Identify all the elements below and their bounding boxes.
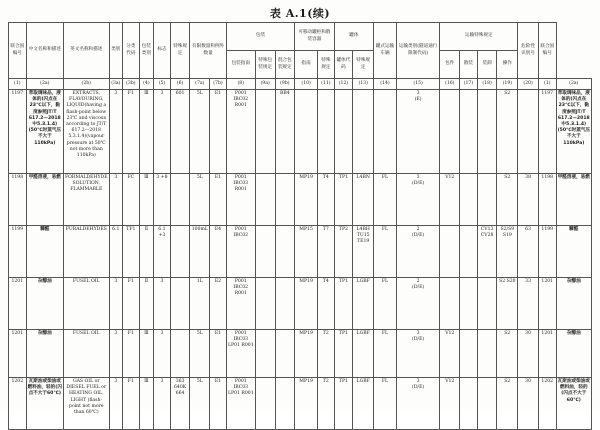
name-cn-cell: 瓦斯油或柴油或燃料油，轻的(闪点不大于60℃) [26, 378, 63, 430]
tank-special-2-cell: L4BN [353, 174, 374, 226]
special-provisions-cell: 363 640K 664 [170, 378, 190, 430]
header-special-packing: 特殊包装规定 [255, 51, 275, 79]
transport-category-value: 3 [416, 331, 420, 336]
packages-cell: V12 [440, 330, 460, 378]
header-tank-code: 罐体代码 [334, 51, 353, 79]
vehicle-cell: FL [374, 226, 397, 278]
un-no-cell: 1199 [9, 226, 27, 278]
header-packaging: 包装 [226, 23, 294, 51]
header-special-provisions: 特殊规定 [170, 23, 190, 79]
special-packing-cell [255, 226, 275, 278]
transport-category-cell [396, 90, 440, 174]
tank-special-cell: T2 [318, 378, 335, 430]
un-no-2-cell: 1201 [538, 278, 556, 330]
transport-category-value: 3 [416, 379, 420, 384]
packing-group-cell: Ⅲ [139, 90, 154, 174]
labels-cell: 3 [154, 90, 171, 174]
col-num: (7a) [190, 79, 210, 90]
table-row [9, 330, 592, 378]
header-hazard-id: 危险性识别号 [518, 23, 539, 79]
labels-cell: 3 [154, 330, 171, 378]
packing-instructions-cell: P001 IBC03 LP01 R001 [226, 330, 255, 378]
name-cn-cell: 萃取调味品，液体的(闪点在23℃以下，黏度参照JT/T 617.2—2018中5.3.1.4)(50℃时蒸气压不大于110kPa) [26, 90, 63, 174]
tank-instructions-cell: MP19 [295, 174, 318, 226]
hazard-id-cell: 30 [518, 378, 539, 430]
packing-group-cell: Ⅲ [139, 378, 154, 430]
operation-cell: S2 [497, 174, 518, 226]
col-num: (12) [334, 79, 353, 90]
name-cn-cell: 杂醇油 [26, 330, 63, 378]
header-tank: 罐体 [334, 23, 373, 51]
class-cell: 3 [109, 90, 122, 174]
packages-cell: V12 [440, 174, 460, 226]
un-no-2-cell: 1197 [538, 90, 556, 174]
excepted-quantity-cell: E4 [210, 226, 227, 278]
packing-instructions-cell: P001 IBC02 R001 [226, 278, 255, 330]
class-cell: 3 [109, 378, 122, 430]
excepted-quantity-cell: E1 [210, 330, 227, 378]
vehicle-cell: FL [374, 330, 397, 378]
name-en-cell: FUSEL OIL [63, 278, 109, 330]
special-packing-cell [255, 174, 275, 226]
bulk-cell [460, 226, 478, 278]
hazard-id-cell [518, 90, 539, 174]
labels-cell: 3 [154, 378, 171, 430]
name-cn-2-cell: 萃取调味品，液体的(闪点在23℃以下，黏度参照JT/T 617.2—2018中5.3.1.4)(50℃时蒸气压不大于110kPa) [556, 90, 591, 174]
col-num: (10) [295, 79, 318, 90]
transport-category-cell [396, 378, 440, 430]
col-num: (13) [353, 79, 374, 90]
name-en-cell: EXTRACTS, FLAVOURING, LIQUID(having a flash-point below 23℃ and viscous according to JT/T 617.2—2018 5.3.1.4)(vapour pressure at 50℃ not more than 110kPa) [63, 90, 109, 174]
transport-category-value: 3 [416, 175, 420, 180]
name-cn-cell: 杂醇油 [26, 278, 63, 330]
special-provisions-cell [170, 226, 190, 278]
transport-category-cell [396, 226, 440, 278]
mixed-packing-cell [275, 174, 295, 226]
table-row [9, 226, 592, 278]
un-no-2-cell: 1201 [538, 330, 556, 378]
tank-special-2-cell [353, 90, 374, 174]
mixed-packing-cell [275, 278, 295, 330]
tunnel-code-value: (D/E) [412, 233, 425, 239]
header-limited-excepted: 有限数量和例外数量 [190, 23, 226, 79]
col-num: (2a) [556, 79, 591, 90]
col-num: (16) [440, 79, 460, 90]
tank-code-cell: TP1 [334, 378, 353, 430]
col-num: (2b) [63, 79, 109, 90]
bulk-cell [460, 378, 478, 430]
tank-code-cell: TP1 [334, 174, 353, 226]
header-tank-special: 特殊规定 [318, 51, 335, 79]
operation-cell: S2 [497, 90, 518, 174]
loading-cell [477, 174, 497, 226]
bulk-cell [460, 330, 478, 378]
operation-cell: S2 [497, 330, 518, 378]
header-vehicle: 罐式运输车辆 [374, 23, 397, 79]
tank-special-2-cell: LGBF [353, 378, 374, 430]
name-en-cell: FORMALDEHYDE SOLUTION, FLAMMABLE [63, 174, 109, 226]
tank-instructions-cell: MP19 [295, 378, 318, 430]
header-tank-special-2: 特殊规定 [353, 51, 374, 79]
special-packing-cell [255, 278, 275, 330]
loading-cell: CV13 CV28 [477, 226, 497, 278]
col-num: (14) [374, 79, 397, 90]
col-num: (3a) [109, 79, 122, 90]
header-tank-instructions: 指南 [295, 51, 318, 79]
packing-group-cell: Ⅱ [139, 278, 154, 330]
tank-special-2-cell: LGBF [353, 278, 374, 330]
tank-instructions-cell: MP15 [295, 226, 318, 278]
col-num: (2a) [26, 79, 63, 90]
limited-quantity-cell: 5L [190, 90, 210, 174]
un-no-2-cell: 1199 [538, 226, 556, 278]
transport-category-value: 2 [416, 279, 420, 284]
mixed-packing-cell [275, 330, 295, 378]
un-no-cell: 1201 [9, 330, 27, 378]
tank-code-cell: TP1 [334, 278, 353, 330]
header-loading: 装卸 [477, 51, 497, 79]
header-classification-code: 分类代码 [123, 23, 140, 79]
dangerous-goods-table [8, 22, 592, 430]
classification-code-cell: F1 [123, 90, 140, 174]
vehicle-cell: FL [374, 378, 397, 430]
labels-cell: 6.1 +3 [154, 226, 171, 278]
tank-special-cell: T4 [318, 278, 335, 330]
col-num: (17) [460, 79, 478, 90]
un-no-cell: 1198 [9, 174, 27, 226]
tank-code-cell: TP2 [334, 226, 353, 278]
tank-special-2-cell: LGBF [353, 330, 374, 378]
packages-cell [440, 278, 460, 330]
header-un-no-2: 联合国编号 [538, 23, 556, 79]
classification-code-cell: F1 [123, 330, 140, 378]
limited-quantity-cell: 5L [190, 330, 210, 378]
transport-category-value: 2 [416, 227, 420, 232]
col-num: (5) [154, 79, 171, 90]
table-row [9, 174, 592, 226]
tank-code-cell [334, 90, 353, 174]
special-provisions-cell [170, 174, 190, 226]
packages-cell: V12 [440, 378, 460, 430]
col-num: (1) [538, 79, 556, 90]
header-portable-tank: 可移动罐柜和散装容器 [295, 23, 334, 51]
name-cn-2-cell: 瓦斯油或柴油或燃料油，轻的(闪点不大于60℃) [556, 378, 591, 430]
loading-cell [477, 278, 497, 330]
name-en-cell: FURALDEHYDES [63, 226, 109, 278]
transport-category-cell [396, 174, 440, 226]
loading-cell [477, 378, 497, 430]
special-packing-cell [255, 330, 275, 378]
classification-code-cell: F1 [123, 378, 140, 430]
tunnel-code-value: (D/E) [412, 385, 425, 391]
col-num: (15) [396, 79, 440, 90]
header-transport-category: 运输类别(隧道通行限制代码) [396, 23, 440, 79]
header-special-carriage: 运输特殊规定 [440, 23, 518, 51]
special-packing-cell [255, 90, 275, 174]
mixed-packing-cell [275, 226, 295, 278]
col-num: (11) [318, 79, 335, 90]
header-bulk: 散装 [460, 51, 478, 79]
tunnel-code-value: (D/E) [412, 285, 425, 291]
packing-instructions-cell: P001 IBC02 [226, 226, 255, 278]
class-cell: 3 [109, 330, 122, 378]
limited-quantity-cell: 5L [190, 378, 210, 430]
un-no-cell: 1202 [9, 378, 27, 430]
header-operation: 操作 [497, 51, 518, 79]
tank-instructions-cell: MP19 [295, 278, 318, 330]
col-num: (8) [226, 79, 255, 90]
table-row [9, 378, 592, 430]
hazard-id-cell: 63 [518, 226, 539, 278]
tank-special-2-cell: L4BH TU15 TE19 [353, 226, 374, 278]
header-name-en: 英文名称和描述 [63, 23, 109, 79]
tank-special-cell: T2 [318, 330, 335, 378]
packing-instructions-cell: P001 IBC03 R001 [226, 174, 255, 226]
header-un-no: 联合国编号 [9, 23, 27, 79]
table-title: 表 A.1(续) [269, 7, 331, 20]
tank-instructions-cell [295, 90, 318, 174]
header-packing-group: 包装类别 [139, 23, 154, 79]
un-no-cell: 1201 [9, 278, 27, 330]
vehicle-cell: FL [374, 174, 397, 226]
operation-cell: S2 [497, 378, 518, 430]
bulk-cell [460, 278, 478, 330]
tank-special-cell [318, 90, 335, 174]
packing-instructions-cell: P001 IBC03 LP01 R001 [226, 378, 255, 430]
table-body [9, 90, 592, 430]
bulk-cell [460, 90, 478, 174]
col-num: (18) [477, 79, 497, 90]
loading-cell [477, 90, 497, 174]
packing-group-cell: Ⅲ [139, 174, 154, 226]
special-provisions-cell: 601 [170, 90, 190, 174]
bulk-cell [460, 174, 478, 226]
tank-code-cell: TP1 [334, 330, 353, 378]
tank-special-cell: T4 [318, 174, 335, 226]
packages-cell [440, 226, 460, 278]
limited-quantity-cell: 100mL [190, 226, 210, 278]
col-num: (6) [170, 79, 190, 90]
vehicle-cell: FL [374, 278, 397, 330]
limited-quantity-cell: 1L [190, 278, 210, 330]
transport-category-value: 3 [416, 91, 420, 96]
col-num: (3b) [123, 79, 140, 90]
classification-code-cell: FC [123, 174, 140, 226]
labels-cell: 3 [154, 278, 171, 330]
packages-cell [440, 90, 460, 174]
name-en-cell: GAS OIL or DIESEL FUEL or HEATING OIL, LIGHT (flash-point not more than 60℃) [63, 378, 109, 430]
name-cn-2-cell: 甲醛溶液，易燃 [556, 174, 591, 226]
class-cell: 3 [109, 278, 122, 330]
table-row [9, 90, 592, 174]
packing-instructions-cell: P001 IBC02 R001 [226, 90, 255, 174]
classification-code-cell: TF1 [123, 226, 140, 278]
header-labels: 标志 [154, 23, 171, 79]
header-mixed-packing: 混合包装规定 [275, 51, 295, 79]
column-number-row [9, 79, 592, 90]
mixed-packing-cell: BB4 [275, 90, 295, 174]
tank-instructions-cell: MP19 [295, 330, 318, 378]
col-num: (20) [518, 79, 539, 90]
name-cn-cell: 糠醛 [26, 226, 63, 278]
excepted-quantity-cell: E1 [210, 378, 227, 430]
mixed-packing-cell [275, 378, 295, 430]
tunnel-code-value: (D/E) [412, 337, 425, 343]
name-cn-2-cell: 杂醇油 [556, 330, 591, 378]
excepted-quantity-cell: E2 [210, 278, 227, 330]
un-no-cell: 1197 [9, 90, 27, 174]
name-cn-cell: 甲醛溶液，易燃 [26, 174, 63, 226]
operation-cell: S2 S20 [497, 278, 518, 330]
labels-cell: 3 +8 [154, 174, 171, 226]
hazard-id-cell: 33 [518, 278, 539, 330]
col-num: (9a) [255, 79, 275, 90]
col-num: (4) [139, 79, 154, 90]
col-num: (19) [497, 79, 518, 90]
header-packing-instructions: 包装指南 [226, 51, 255, 79]
classification-code-cell: F1 [123, 278, 140, 330]
transport-category-cell [396, 330, 440, 378]
tunnel-code-value: (D/E) [412, 181, 425, 187]
tank-special-cell: T7 [318, 226, 335, 278]
hazard-id-cell: 38 [518, 174, 539, 226]
packing-group-cell: Ⅱ [139, 226, 154, 278]
header-name-cn: 中文名称和描述 [26, 23, 63, 79]
hazard-id-cell: 30 [518, 330, 539, 378]
tunnel-code-value: (E) [414, 97, 422, 103]
excepted-quantity-cell: E1 [210, 174, 227, 226]
packing-group-cell: Ⅲ [139, 330, 154, 378]
name-en-cell: FUSEL OIL [63, 330, 109, 378]
header-class: 类别 [109, 23, 122, 79]
col-num: (9b) [275, 79, 295, 90]
col-num: (1) [9, 79, 27, 90]
table-row [9, 278, 592, 330]
operation-cell: S2/S9 S19 [497, 226, 518, 278]
name-cn-2-cell: 杂醇油 [556, 278, 591, 330]
vehicle-cell [374, 90, 397, 174]
special-provisions-cell [170, 278, 190, 330]
un-no-2-cell: 1202 [538, 378, 556, 430]
header-packages: 包件 [440, 51, 460, 79]
col-num: (7b) [210, 79, 227, 90]
special-packing-cell [255, 378, 275, 430]
un-no-2-cell: 1198 [538, 174, 556, 226]
limited-quantity-cell: 5L [190, 174, 210, 226]
loading-cell [477, 330, 497, 378]
class-cell: 6.1 [109, 226, 122, 278]
name-cn-2-cell: 糠醛 [556, 226, 591, 278]
special-provisions-cell [170, 330, 190, 378]
class-cell: 3 [109, 174, 122, 226]
excepted-quantity-cell: E1 [210, 90, 227, 174]
transport-category-cell [396, 278, 440, 330]
